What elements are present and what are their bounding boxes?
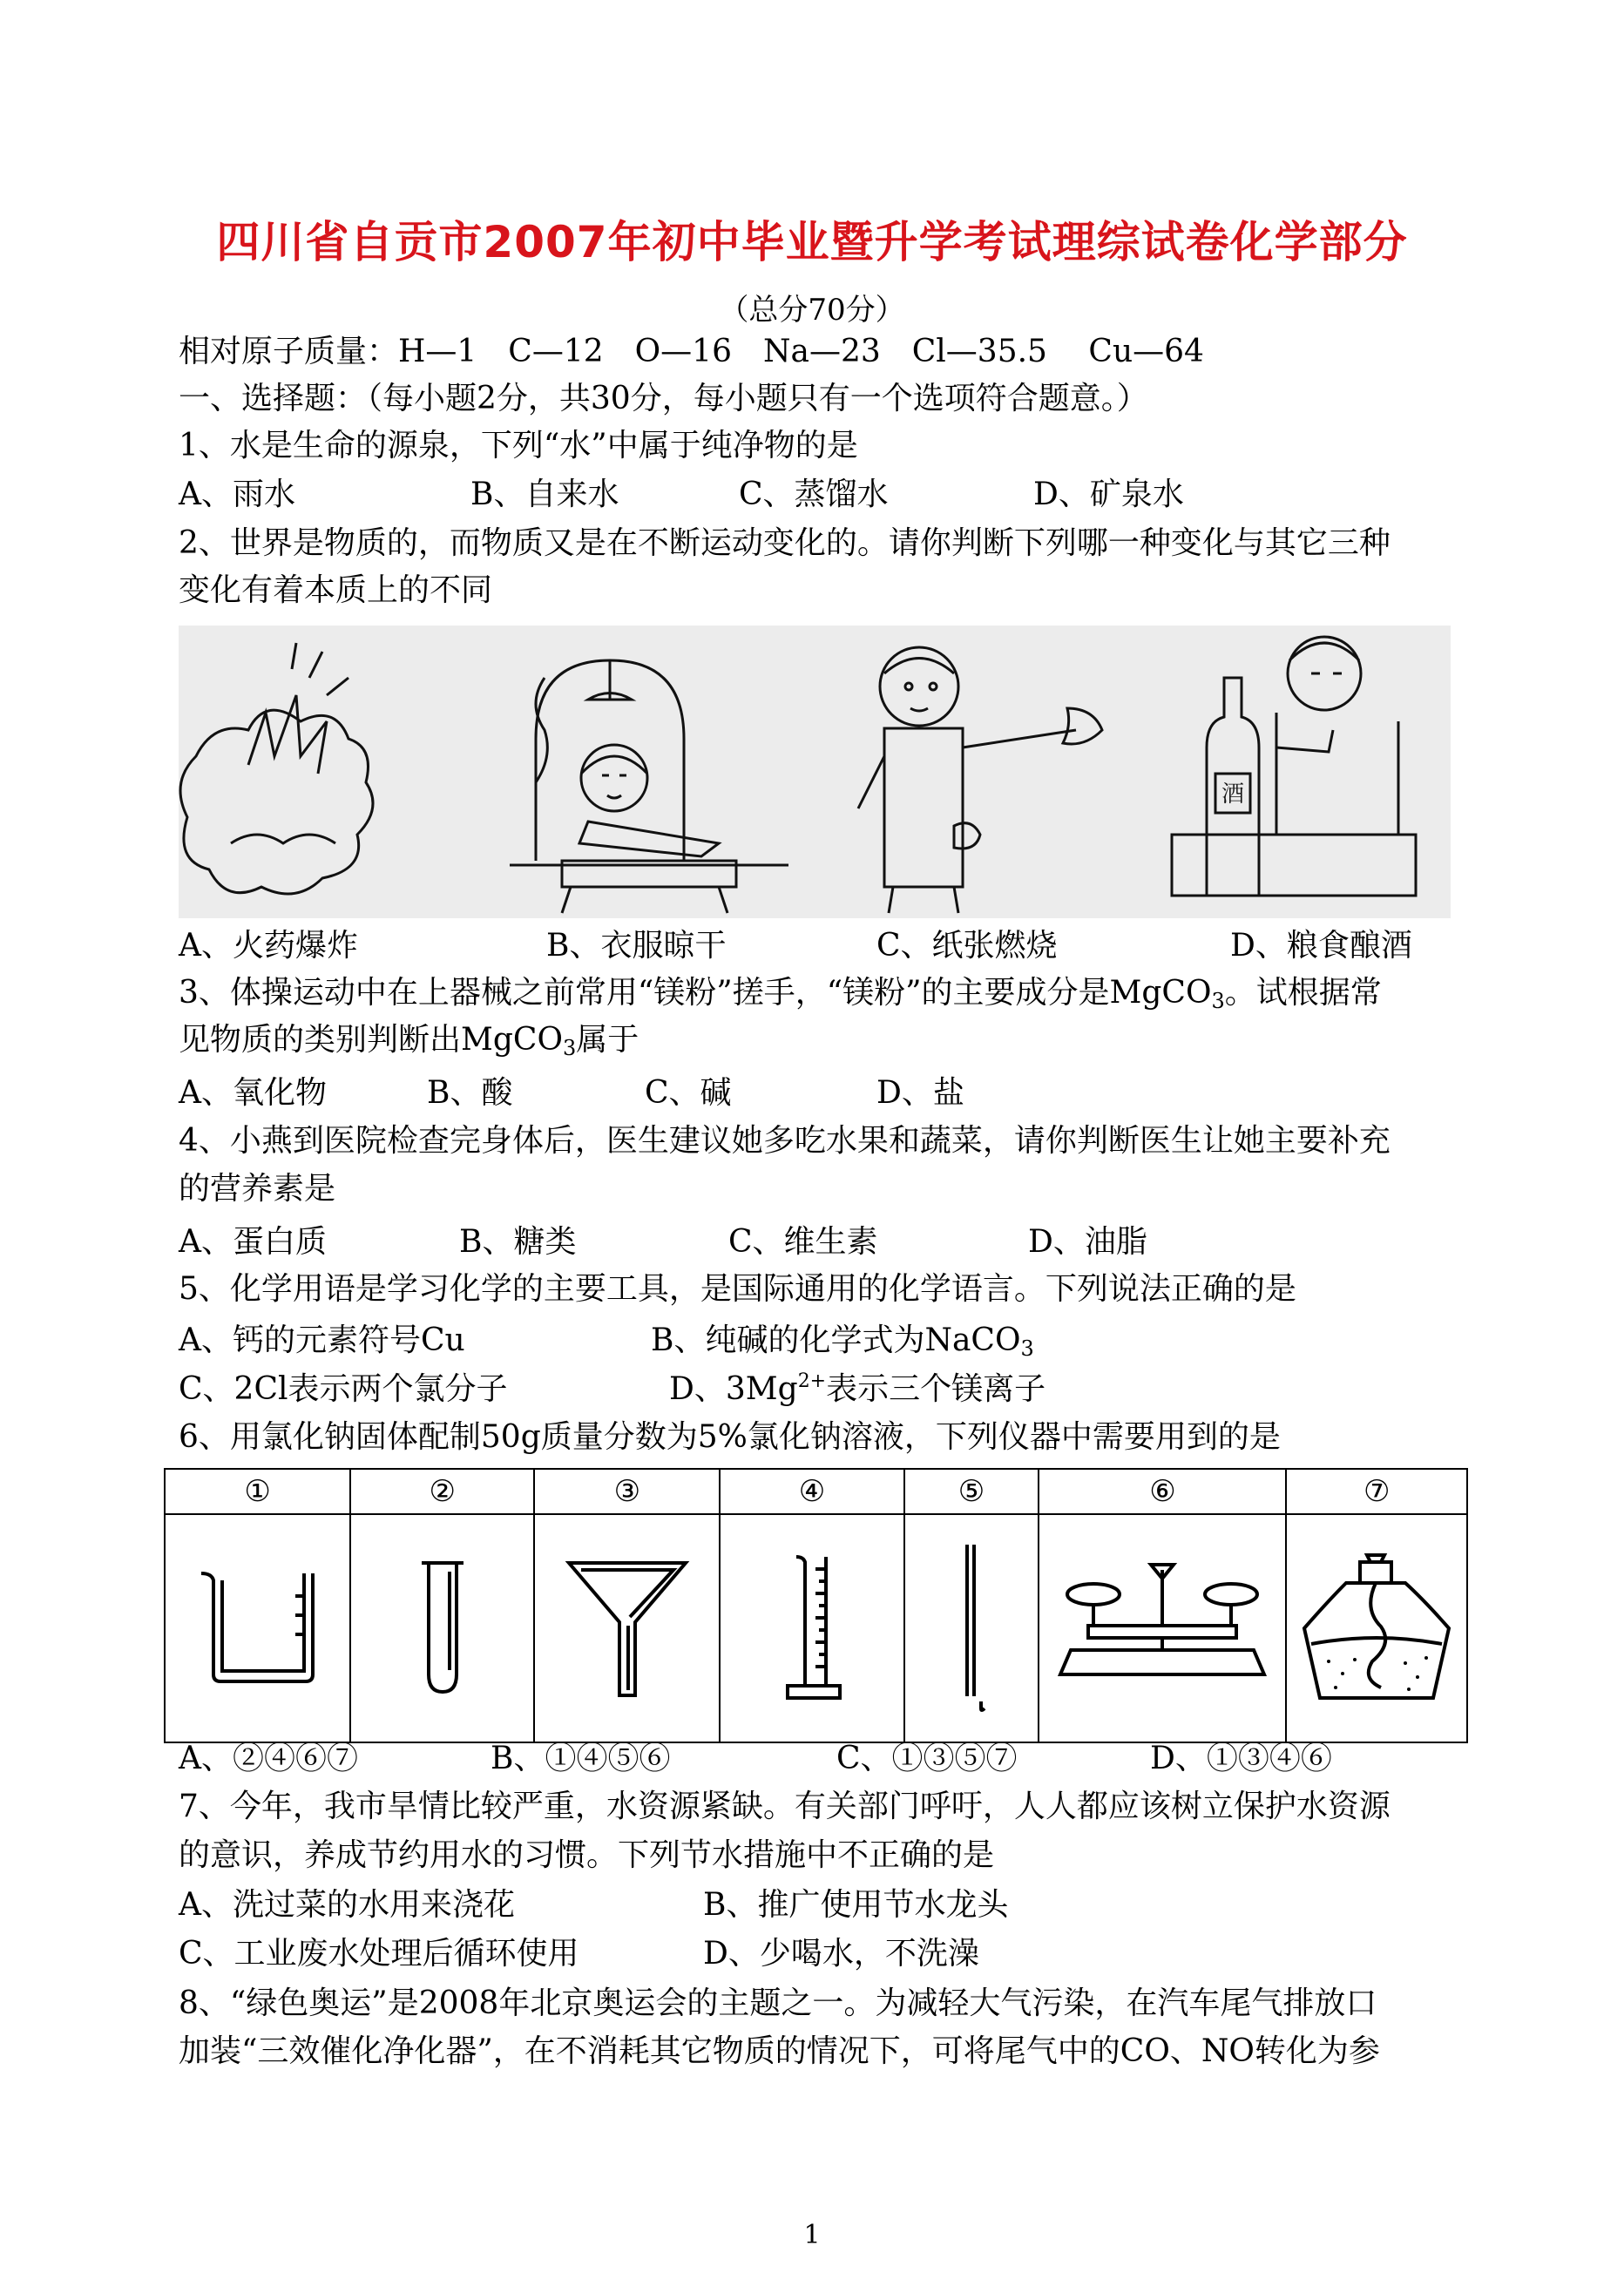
q8-stem-line2: 加装“三效催化净化器”，在不消耗其它物质的情况下，可将尾气中的CO、NO转化为参 bbox=[179, 2033, 1380, 2069]
q8-stem-line1: 8、“绿色奥运”是2008年北京奥运会的主题之一。为减轻大气污染，在汽车尾气排放口 bbox=[179, 1985, 1377, 2021]
q6-option-d: D、①③④⑥ bbox=[1150, 1741, 1332, 1776]
q4-option-a: A、蛋白质 bbox=[179, 1224, 327, 1260]
glass-rod-cell bbox=[904, 1514, 1039, 1742]
q2-illustrations bbox=[179, 626, 1451, 918]
q5-option-a: A、钙的元素符号Cu bbox=[179, 1322, 465, 1358]
q1-option-b: B、自来水 bbox=[470, 477, 619, 512]
q4-stem-line1: 4、小燕到医院检查完身体后，医生建议她多吃水果和蔬菜，请你判断医生让她主要补充 bbox=[179, 1123, 1391, 1159]
q7-option-a: A、洗过菜的水用来浇花 bbox=[179, 1887, 515, 1923]
q5-option-c: C、2Cl表示两个氯分子 bbox=[179, 1371, 508, 1407]
explosion-illustration bbox=[180, 643, 373, 894]
q2-option-d: D、粮食酿酒 bbox=[1230, 928, 1412, 964]
beaker-cell bbox=[165, 1514, 350, 1742]
equipment-number: ① bbox=[165, 1469, 350, 1514]
q2-option-c: C、纸张燃烧 bbox=[876, 928, 1058, 964]
page-number: 1 bbox=[803, 2220, 821, 2250]
bottle-label: 酒 bbox=[1221, 781, 1245, 808]
q5-stem: 5、化学用语是学习化学的主要工具，是国际通用的化学语言。下列说法正确的是 bbox=[179, 1271, 1296, 1307]
q7-stem-line2: 的意识，养成节约用水的习惯。下列节水措施中不正确的是 bbox=[179, 1837, 995, 1873]
q7-stem-line1: 7、今年，我市旱情比较严重，水资源紧缺。有关部门呼吁，人人都应该树立保护水资源 bbox=[179, 1789, 1391, 1824]
q3-option-d: D、盐 bbox=[876, 1075, 964, 1111]
burning-paper-illustration bbox=[858, 647, 1102, 913]
q2-stem-line1: 2、世界是物质的，而物质又是在不断运动变化的。请你判断下列哪一种变化与其它三种 bbox=[179, 525, 1391, 561]
funnel-cell bbox=[534, 1514, 720, 1742]
q5-option-d: D、$3Mg^{2+}$表示三个镁离子 bbox=[669, 1370, 1046, 1407]
q3-stem-line2: 见物质的类别判断出MgCO$_3$属于 bbox=[179, 1022, 639, 1060]
funnel-icon bbox=[562, 1552, 693, 1701]
alcohol-lamp-cell bbox=[1286, 1514, 1467, 1742]
q3-stem-line1: 3、体操运动中在上器械之前常用“镁粉”搓手，“镁粉”的主要成分是MgCO$_3$。试根据常 bbox=[179, 975, 1382, 1013]
q7-option-d: D、少喝水，不洗澡 bbox=[703, 1936, 979, 1972]
test-tube-cell bbox=[350, 1514, 534, 1742]
q4-option-b: B、糖类 bbox=[459, 1224, 577, 1260]
q1-stem: 1、水是生命的源泉，下列“水”中属于纯净物的是 bbox=[179, 428, 858, 463]
q7-option-b: B、推广使用节水龙头 bbox=[703, 1887, 1009, 1923]
q2-option-b: B、衣服晾干 bbox=[546, 928, 727, 964]
q4-option-c: C、维生素 bbox=[728, 1224, 878, 1260]
clothes-drying-illustration bbox=[510, 660, 788, 913]
alcohol-lamp-icon bbox=[1294, 1548, 1459, 1705]
equipment-number: ⑦ bbox=[1286, 1469, 1467, 1514]
equipment-number: ③ bbox=[534, 1469, 720, 1514]
equipment-image-row bbox=[165, 1514, 1467, 1742]
atomic-mass-line: 相对原子质量：H—1 C—12 O—16 Na—23 Cl—35.5 Cu—64 bbox=[179, 334, 1204, 369]
q4-stem-line2: 的营养素是 bbox=[179, 1171, 336, 1207]
test-tube-icon bbox=[408, 1552, 477, 1701]
q6-option-a: A、②④⑥⑦ bbox=[179, 1741, 358, 1776]
balance-scale-icon bbox=[1053, 1552, 1271, 1701]
graduated-cylinder-cell bbox=[720, 1514, 903, 1742]
q2-stem-line2: 变化有着本质上的不同 bbox=[179, 572, 493, 608]
q1-option-d: D、矿泉水 bbox=[1033, 477, 1184, 512]
q3-option-c: C、碱 bbox=[645, 1075, 732, 1111]
section-heading: 一、选择题：（每小题2分，共30分，每小题只有一个选项符合题意。） bbox=[179, 381, 1148, 416]
q1-option-a: A、雨水 bbox=[179, 477, 295, 512]
q2-picture-strip bbox=[179, 626, 1451, 918]
equipment-number: ⑤ bbox=[904, 1469, 1039, 1514]
q6-option-b: B、①④⑤⑥ bbox=[491, 1741, 671, 1776]
equipment-number: ⑥ bbox=[1039, 1469, 1286, 1514]
q6-stem: 6、用氯化钠固体配制50g质量分数为5%氯化钠溶液，下列仪器中需要用到的是 bbox=[179, 1419, 1281, 1455]
q2-option-a: A、火药爆炸 bbox=[179, 928, 358, 964]
q6-option-c: C、①③⑤⑦ bbox=[836, 1741, 1018, 1776]
equipment-table bbox=[164, 1468, 1468, 1743]
q4-option-d: D、油脂 bbox=[1028, 1224, 1147, 1260]
total-score: （总分70分） bbox=[719, 293, 905, 328]
equipment-header-row bbox=[165, 1469, 1467, 1514]
q7-option-c: C、工业废水处理后循环使用 bbox=[179, 1936, 579, 1972]
beaker-icon bbox=[193, 1561, 323, 1692]
q5-option-b: B、纯碱的化学式为NaCO$_3$ bbox=[651, 1322, 1034, 1361]
q1-option-c: C、蒸馏水 bbox=[739, 477, 889, 512]
glass-rod-icon bbox=[950, 1539, 993, 1714]
graduated-cylinder-icon bbox=[777, 1548, 847, 1705]
balance-cell bbox=[1039, 1514, 1286, 1742]
page-title: 四川省自贡市2007年初中毕业暨升学考试理综试卷化学部分 bbox=[216, 217, 1408, 267]
q3-option-b: B、酸 bbox=[427, 1075, 513, 1111]
equipment-number: ② bbox=[350, 1469, 534, 1514]
equipment-number: ④ bbox=[720, 1469, 903, 1514]
q3-option-a: A、氧化物 bbox=[179, 1075, 327, 1111]
brewing-wine-illustration bbox=[1172, 637, 1416, 896]
